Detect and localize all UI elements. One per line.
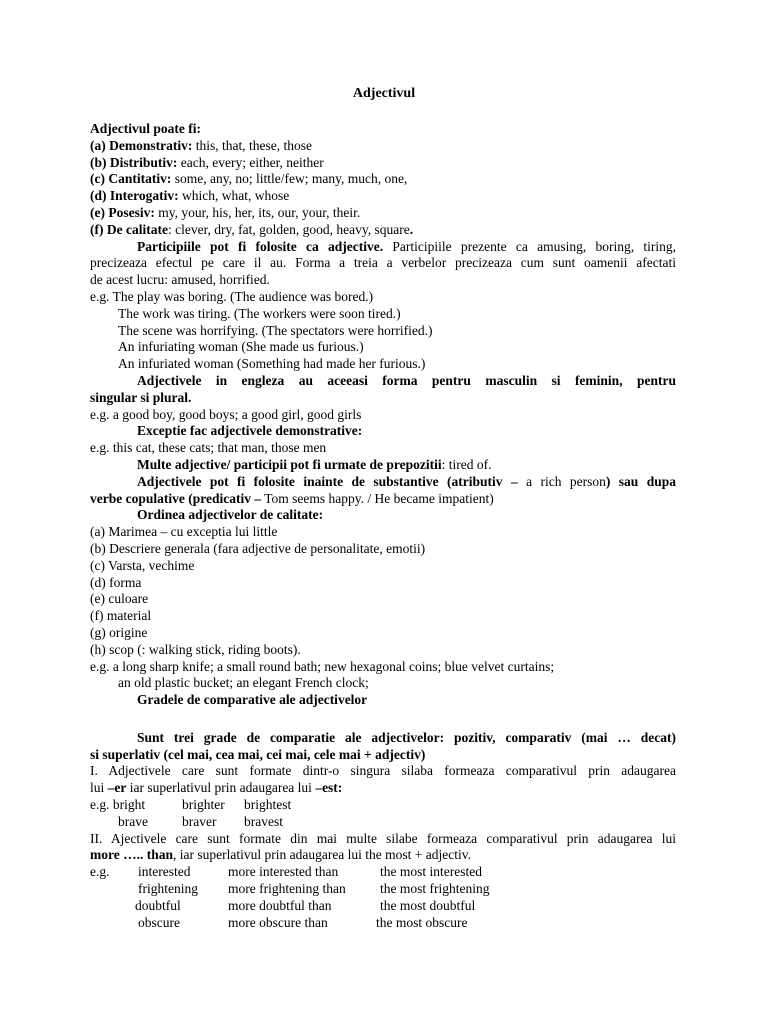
example-line: e.g. a good boy, good boys; a good girl, good girls (90, 406, 362, 422)
example-line: The scene was horrifying. (The spectators were horrified.) (118, 322, 433, 338)
order-item: (e) culoare (90, 591, 149, 607)
order-item: (d) forma (90, 574, 142, 590)
participles-paragraph: Participiile pot fi folosite ca adjective. Participiile prezente ca amusing, boring, tiring, (137, 238, 676, 254)
order-item: (f) material (90, 608, 152, 624)
gender-line: singular si plural. (90, 389, 192, 405)
example-line: The work was tiring. (The workers were soon tired.) (118, 305, 401, 321)
exception-heading: Exceptie fac adjectivele demonstrative: (137, 423, 363, 439)
type-item: (a) Demonstrativ: this, that, these, those (90, 137, 312, 153)
table-row: brave braver bravest (118, 813, 283, 829)
table-row: doubtful more doubtful than the most doubtful (135, 897, 476, 913)
table-row: e.g. bright brighter brightest (90, 797, 292, 813)
table-row: frightening more frightening than the most frightening (138, 881, 490, 897)
rule1-line: lui –er iar superlativul prin adaugarea lui –est: (90, 780, 343, 796)
rule2-line: more ….. than, iar superlativul prin adaugarea lui the most + adjectiv. (90, 847, 472, 863)
type-item: (d) Interogativ: which, what, whose (90, 188, 290, 204)
page-title: Adjectivul (352, 86, 416, 101)
type-item: (b) Distributiv: each, every; either, neither (90, 154, 324, 170)
order-item: (b) Descriere generala (fara adjective de personalitate, emotii) (90, 540, 426, 556)
example-line: e.g. The play was boring. (The audience was bored.) (90, 288, 374, 304)
example-line: e.g. a long sharp knife; a small round bath; new hexagonal coins; blue velvet curtains; (90, 658, 555, 674)
degrees-heading: Gradele de comparative ale adjectivelor (137, 692, 368, 708)
type-item: (e) Posesiv: my, your, his, her, its, our, your, their. (90, 204, 361, 220)
table-row: obscure more obscure than the most obscure (138, 914, 468, 930)
position-paragraph: Adjectivele pot fi folosite inainte de substantive (atributiv – a rich person) sau dupa (137, 473, 676, 489)
rule1-paragraph: I. Adjectivele care sunt formate dintr-o singura silaba formeaza comparativul prin adaugarea (90, 763, 676, 779)
gender-paragraph: Adjectivele in engleza au aceeasi forma pentru masculin si feminin, pentru (137, 372, 676, 388)
order-item: (h) scop (: walking stick, riding boots). (90, 641, 301, 657)
example-line: an old plastic bucket; an elegant French clock; (118, 675, 369, 691)
degrees-paragraph: Sunt trei grade de comparatie ale adjectivelor: pozitiv, comparativ (mai … decat) (137, 729, 676, 745)
degrees-line: si superlativ (cel mai, cea mai, cei mai, cele mai + adjectiv) (90, 746, 426, 762)
type-item: (c) Cantitativ: some, any, no; little/few; many, much, one, (90, 171, 408, 187)
example-line: An infuriated woman (Something had made her furious.) (118, 356, 426, 372)
rule2-paragraph: II. Ajectivele care sunt formate din mai multe silabe formeaza comparativul prin adaugarea lui (90, 830, 676, 846)
example-line: e.g. this cat, these cats; that man, those men (90, 440, 327, 456)
order-item: (a) Marimea – cu exceptia lui little (90, 524, 278, 540)
order-item: (g) origine (90, 624, 148, 640)
table-row: e.g. interested more interested than the most interested (90, 864, 482, 880)
intro-heading: Adjectivul poate fi: (90, 121, 201, 136)
prepositions-paragraph: Multe adjective/ participii pot fi urmate de prepozitii: tired of. (137, 456, 492, 472)
position-line: verbe copulative (predicativ – Tom seems happy. / He became impatient) (90, 490, 494, 506)
example-line: An infuriating woman (She made us furious.) (118, 339, 364, 355)
document-body (90, 121, 676, 931)
type-item: (f) De calitate: clever, dry, fat, golden, good, heavy, square. (90, 221, 414, 237)
order-item: (c) Varsta, vechime (90, 557, 195, 573)
participles-line: de acest lucru: amused, horrified. (90, 272, 270, 288)
order-heading: Ordinea adjectivelor de calitate: (137, 507, 324, 523)
participles-line: precizeaza efectul pe care il au. Forma a treia a verbelor precizeaza cum sunt oamenii afectati (90, 255, 676, 271)
